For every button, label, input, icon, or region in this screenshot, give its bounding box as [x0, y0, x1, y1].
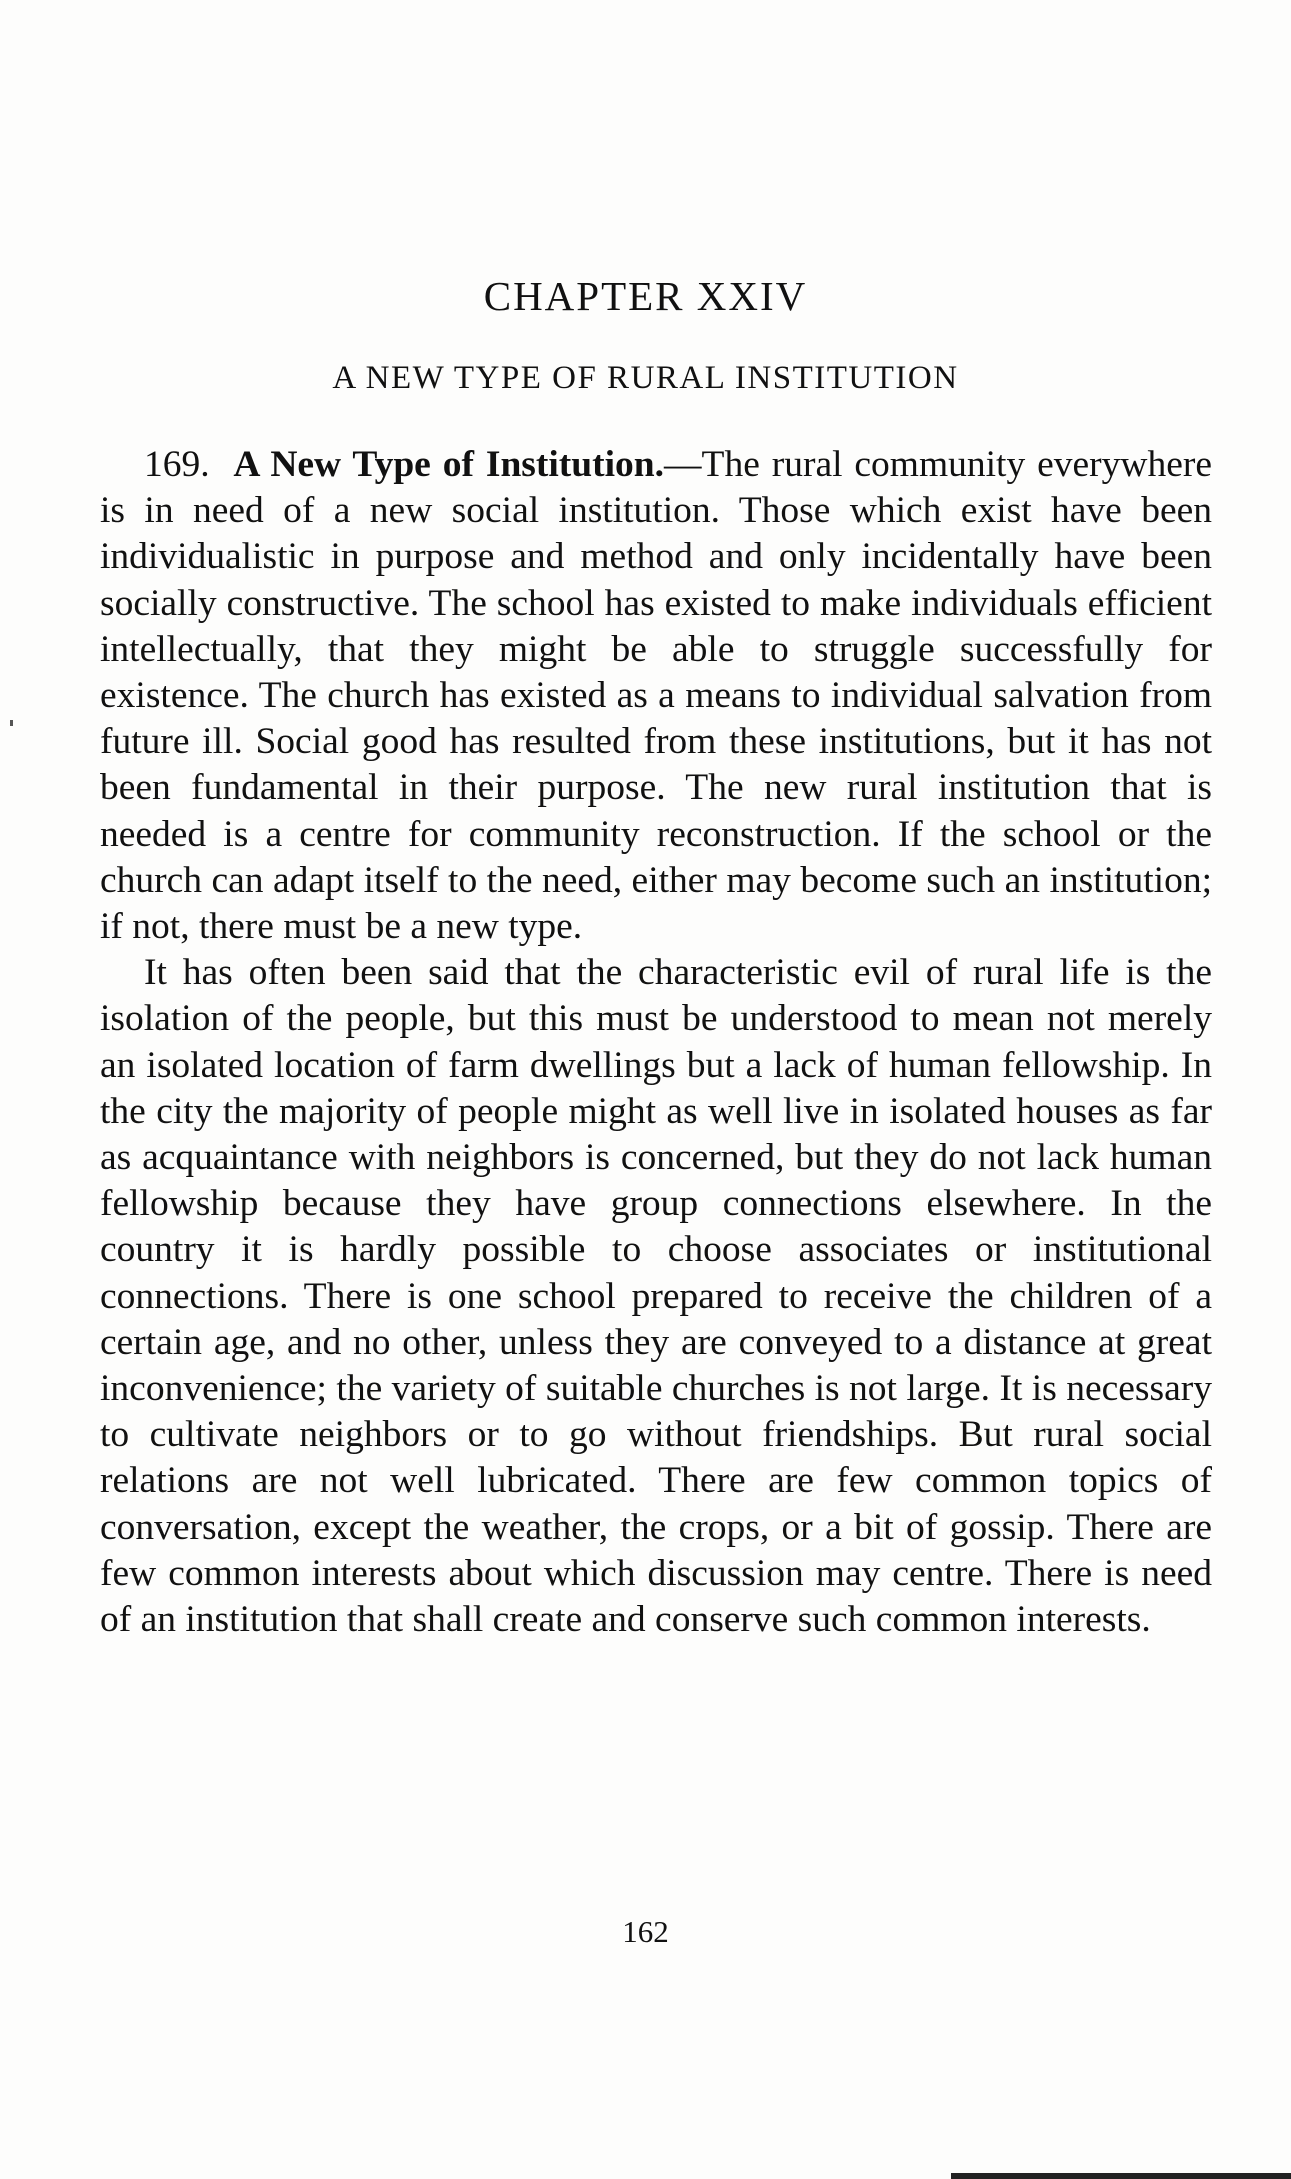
- paragraph-section-169: [100, 442, 1212, 950]
- chapter-title: A NEW TYPE OF RURAL INSTITUTION: [332, 360, 959, 396]
- margin-speck: [10, 720, 13, 726]
- section-number: 169.: [144, 444, 210, 485]
- section-heading: A New Type of Institution.: [233, 444, 665, 485]
- chapter-heading: CHAPTER XXIV: [483, 273, 808, 319]
- page-body: [100, 442, 1212, 1643]
- paragraph-2: It has often been said that the characteristic evil of rural life is the isolation of the people, but this must be understood to mean not merely an isolated location of farm dwellings but a lack of human fellowship. In the city the majority of people might as well live in isolated houses as far as acquaintance with neighbors is concerned, but they do not lack human fellowship because they have group connections elsewhere. In the country it is hardly possible to choose associates or institutional connections. There is one school prepared to receive the children of a certain age, and no other, unless they are conveyed to a distance at great inconvenience; the variety of suitable churches is not large. It is necessary to cultivate neighbors or to go without friendships. But rural social relations are not well lubricated. There are few common topics of conversation, except the weather, the crops, or a bit of gossip. There are few common interests about which discussion may centre. There is need of an institution that shall create and conserve such common interests.: [100, 952, 1212, 1641]
- bottom-edge-rule: [951, 2173, 1291, 2179]
- page-number: 162: [622, 1914, 669, 1949]
- section-lead-text: —The rural community everywhere is in need of a new social institution. Those which exist have been individualistic in purpose and method and only incidentally have been socially constructive. The school has existed to make individuals efficient intellectually, that they might be able to struggle successfully for existence. The church has existed as a means to individual salvation from future ill. Social good has resulted from these institutions, but it has not been fundamental in their purpose. The new rural institution that is needed is a centre for community reconstruction. If the school or the church can adapt itself to the need, either may become such an institution; if not, there must be a new type.: [100, 444, 1213, 948]
